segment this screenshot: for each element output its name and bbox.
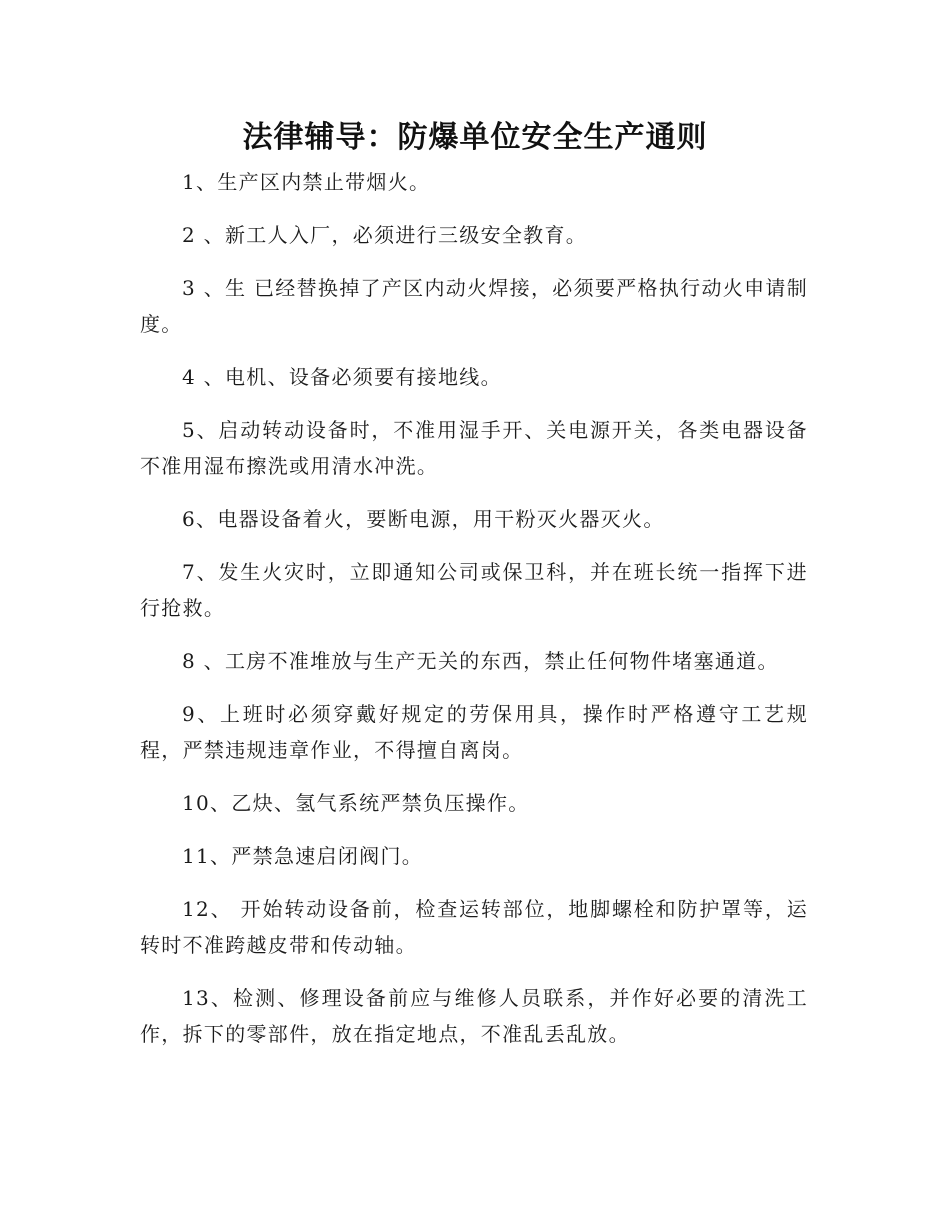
- rule-paragraph-9: 9、上班时必须穿戴好规定的劳保用具，操作时严格遵守工艺规程，严禁违规违章作业，不得擅自离岗。: [140, 702, 808, 762]
- rule-paragraph-4: 4 、电机、设备必须要有接地线。: [182, 365, 502, 389]
- document-title: 法律辅导：防爆单位安全生产通则: [242, 120, 708, 155]
- rule-paragraph-12: 12、 开始转动设备前，检查运转部位，地脚螺栓和防护罩等，运转时不准跨越皮带和传动轴。: [140, 897, 808, 957]
- rule-paragraph-13: 13、检测、修理设备前应与维修人员联系，并作好必要的清洗工作，拆下的零部件，放在指定地点，不准乱丢乱放。: [140, 986, 808, 1046]
- rule-paragraph-2: 2 、新工人入厂，必须进行三级安全教育。: [182, 223, 588, 247]
- rule-paragraph-8: 8 、工房不准堆放与生产无关的东西，禁止任何物件堵塞通道。: [182, 649, 779, 673]
- rule-paragraph-3: 3 、生 已经替换掉了产区内动火焊接，必须要严格执行动火申请制度。: [140, 276, 808, 336]
- rule-paragraph-6: 6、电器设备着火，要断电源，用干粉灭火器灭火。: [182, 507, 665, 531]
- rule-paragraph-10: 10、乙炔、氢气系统严禁负压操作。: [182, 791, 530, 815]
- rule-paragraph-7: 7、发生火灾时，立即通知公司或保卫科，并在班长统一指挥下进行抢救。: [140, 560, 808, 620]
- document-body: [140, 164, 808, 1069]
- rule-paragraph-11: 11、严禁急速启闭阀门。: [182, 844, 424, 868]
- rule-paragraph-1: 1、生产区内禁止带烟火。: [182, 170, 431, 194]
- rule-paragraph-5: 5、启动转动设备时，不准用湿手开、关电源开关，各类电器设备不准用湿布擦洗或用清水冲洗。: [140, 418, 808, 478]
